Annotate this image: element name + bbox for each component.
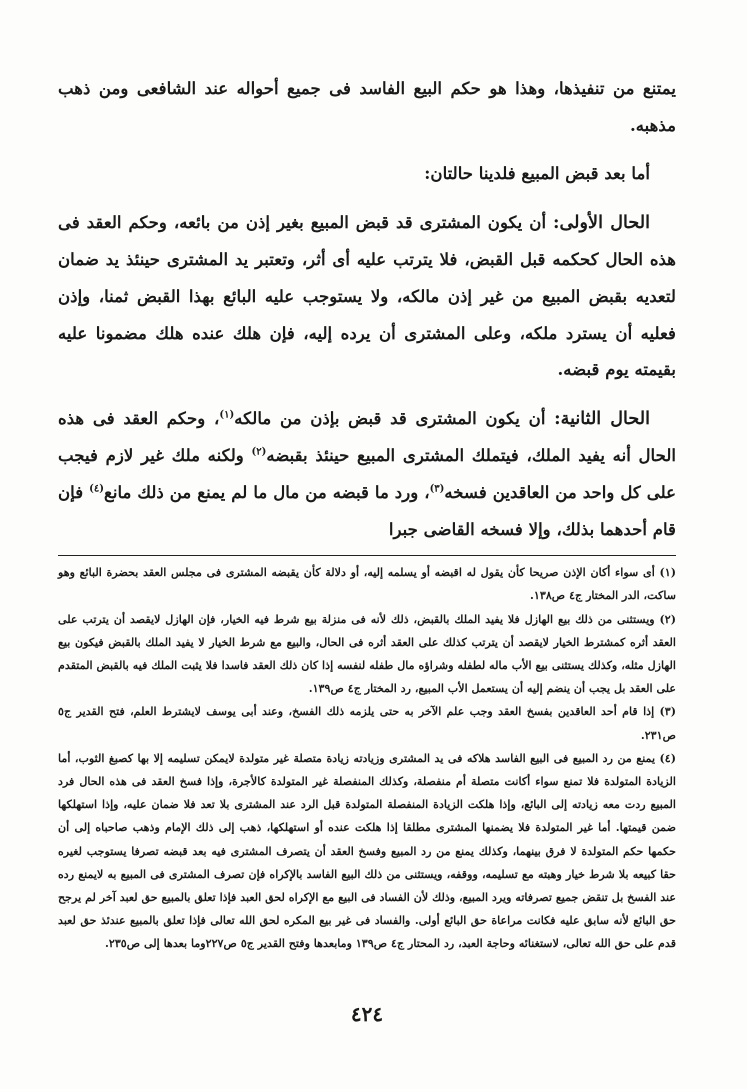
footnote-ref-4[interactable]: (٤) xyxy=(89,483,104,495)
case-two-text-4: ، ورد ما قبضه من مال ما لم يمنع من ذلك مانع xyxy=(104,481,430,502)
footnote-4: (٤) يمنع من رد المبيع فى البيع الفاسد هلاكه فى يد المشترى وزيادته زيادة متصلة غير متولدة لايمكن تسليمه إلا بها كصبغ الثوب، أما الزيادة المتولدة فلا تمنع سواء أكانت متصلة أم منفصلة، وكذلك المنفصلة غير المتولدة كالأجرة، وإذا فسخ العقد فى هذه الحال فرد المبيع ردت معه زيادته إلى البائع، وإذا هلكت الزيادة المنفصلة المتولدة قبل الرد عند المشترى بلا تعد فلا ضمان عليه، وإذا استهلكها ضمن قيمتها. أما غير المتولدة فلا يضمنها المشترى مطلقا إذا هلكت عنده أو استهلكها، ذهب إلى ذلك الإمام وذهب صاحباه إلى أن حكمها حكم المتولدة لا فرق بينهما، وكذلك يمنع من رد المبيع وفسخ العقد أن يتصرف المشترى فيه بعد قبضه تصرفا يستوجب لغيره حقا كبيعه بلا شرط خيار وهبته مع تسليمه، ووقفه، ويستثنى من ذلك البيع الفاسد بالإكراه فإن تصرف المشترى فى المبيع به لايمنع رده عند الفسخ بل تنقض جميع تصرفاته ويرد المبيع، وذلك لأن الفساد فى البيع مع الإكراه لحق العبد فإذا تعلق بالمبيع حق لعبد آخر لم يرجح حق البائع لأنه سابق عليه فكانت مراعاة حق البائع أولى. والفساد فى غير بيع المكره لحق الله تعالى فإذا تعلق بالمبيع عندئذ حق لعبد قدم على حق الله تعالى، لاستغنائه وحاجة العبد، رد المحتار ج٤ ص١٣٩ ومابعدها وفتح القدير ج٥ ص٢٢٧وما بعدها إلى ص٢٣٥. xyxy=(58,751,676,951)
case-two-text-5: فإن قام أحدهما بذلك، وإلا فسخه القاضى جبرا xyxy=(58,481,676,539)
footnote-ref-1[interactable]: (١) xyxy=(219,409,235,421)
case-two-text-1: أن يكون المشترى قد قبض بإذن من مالكه xyxy=(234,407,555,428)
main-text xyxy=(58,70,676,547)
footnote-ref-2[interactable]: (٢) xyxy=(251,446,267,458)
page-number: ٤٢٤ xyxy=(350,1002,384,1026)
book-page xyxy=(58,70,676,1060)
case-one-text: أن يكون المشترى قد قبض المبيع بغير إذن من بائعه، وحكم العقد فى هذه الحال كحكمه قبل القبض، فلا يترتب عليه أى أثر، وتعتبر يد المشترى حينئذ يد ضمان لتعديه بقبض المبيع من غير إذن مالكه، ولا يستوجب عليه البائع بهذا القبض ثمنا، وإذن فعليه أن يسترد ملكه، وعلى المشترى أن يرده إليه، فإن هلك عنده هلك مضمونا عليه بقيمته يوم قبضه. xyxy=(58,211,676,380)
case-one-label: الحال الأولى: xyxy=(553,211,651,233)
footnote-separator xyxy=(58,555,676,556)
case-two-text-3: ولكنه ملك غير لازم فيجب على كل واحد من العاقدين فسخه xyxy=(58,445,677,502)
paragraph-case-two xyxy=(58,400,676,547)
footnotes xyxy=(58,561,676,955)
case-two-text-2: ، وحكم العقد فى هذه الحال أنه يفيد الملك، فيتملك المشترى المبيع حينئذ بقبضه xyxy=(58,407,676,466)
paragraph-intro: أما بعد قبض المبيع فلدينا حالتان: xyxy=(424,163,650,184)
paragraph-case-one xyxy=(58,204,676,388)
footnote-1: (١) أى سواء أكان الإذن صريحا كأن يقول له اقبضه أو يسلمه إليه، أو دلالة كأن يقبضه المشترى فى مجلس العقد بحضرة البائع وهو ساكت، الدر المختار ج٤ ص١٣٨. xyxy=(58,566,676,603)
footnote-ref-3[interactable]: (٣) xyxy=(429,483,445,495)
footnote-2: (٢) ويستثنى من ذلك بيع الهازل فلا يفيد الملك بالقبض، ذلك لأنه فى منزلة بيع شرط فيه الخيار، فإن الهازل لايقصد أن يترتب على العقد أثره كمشترط الخيار لايقصد أن يترتب كذلك على العقد أثره فى الحال، والبيع مع شرط الخيار لا يفيد الملك بالقبض فيكون بيع الهازل مثله، وكذلك يستثنى بيع الأب ماله لطفله وشراؤه مال طفله لنفسه إذا كان ذلك العقد فاسدا فلا يثبت الملك فيه بالقبض المتقدم على العقد بل يجب أن ينضم إليه أن يستعمل الأب المبيع، رد المختار ج٤ ص١٣٩. xyxy=(58,612,676,696)
case-two-label: الحال الثانية: xyxy=(554,407,650,429)
footnote-3: (٣) إذا قام أحد العاقدين بفسخ العقد وجب علم الآخر به حتى يلزمه ذلك الفسخ، وعند أبى يوسف لايشترط العلم، فتح القدير ج٥ ص٢٣١. xyxy=(58,705,676,742)
paragraph-continuation: يمتنع من تنفيذها، وهذا هو حكم البيع الفاسد فى جميع أحواله عند الشافعى ومن ذهب مذهبه. xyxy=(58,78,676,135)
